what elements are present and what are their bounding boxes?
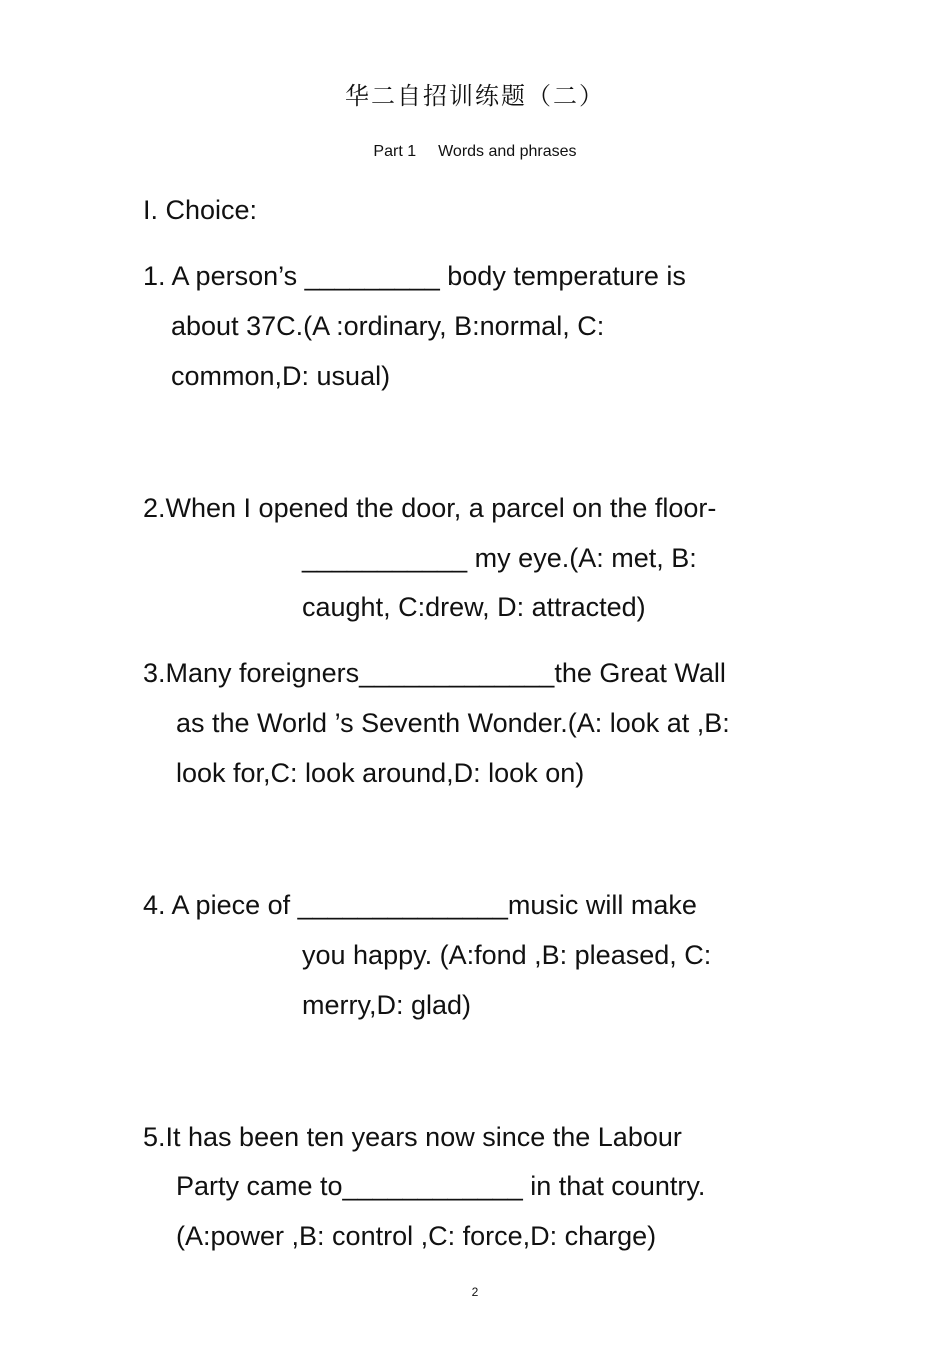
question-line: 3.Many foreigners_____________the Great Wall: [143, 658, 726, 688]
section-heading: I. Choice:: [143, 195, 258, 225]
question-line: as the World ’s Seventh Wonder.(A: look at ,B:: [176, 708, 730, 738]
part-name: Words and phrases: [438, 143, 577, 160]
part-label: Part 1: [373, 143, 417, 160]
question-line: 5.It has been ten years now since the Labour: [143, 1122, 682, 1152]
page-number: 2: [471, 1285, 479, 1299]
question-line: you happy. (A:fond ,B: pleased, C:: [302, 940, 712, 970]
question-line: 1. A person’s _________ body temperature is: [143, 261, 686, 291]
question-line: 2.When I opened the door, a parcel on the floor-: [143, 493, 717, 523]
question-line: common,D: usual): [171, 361, 391, 391]
question-line: look for,C: look around,D: look on): [176, 758, 585, 788]
question-line: about 37C.(A :ordinary, B:normal, C:: [171, 311, 605, 341]
question-line: 4. A piece of ______________music will make: [143, 890, 697, 920]
question-line: (A:power ,B: control ,C: force,D: charge): [176, 1221, 657, 1251]
document-title: 华二自招训练题（二）: [345, 82, 605, 110]
question-line: Party came to____________ in that country.: [176, 1171, 706, 1201]
question-line: caught, C:drew, D: attracted): [302, 592, 646, 622]
question-line: ___________ my eye.(A: met, B:: [302, 543, 697, 573]
question-line: merry,D: glad): [302, 990, 472, 1020]
part-heading: [0, 141, 950, 163]
